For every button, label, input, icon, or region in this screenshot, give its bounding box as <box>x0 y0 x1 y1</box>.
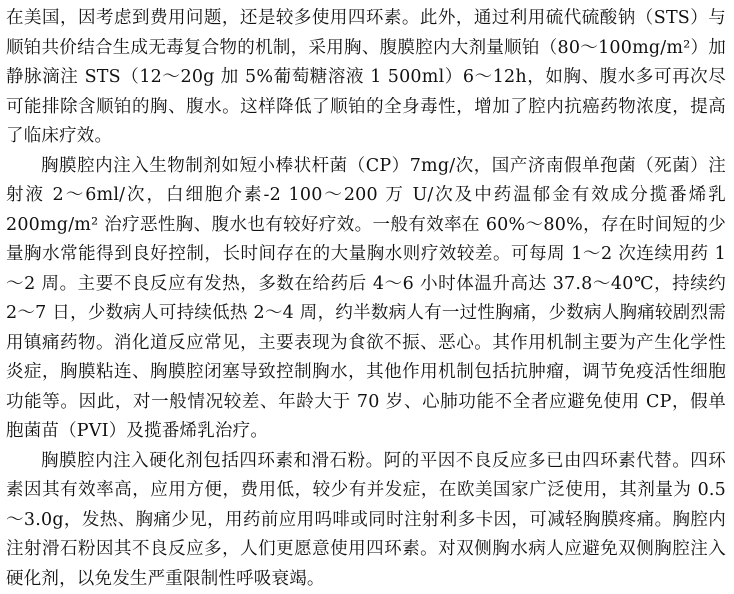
paragraph-biologic-agents: 胸膜腔内注入生物制剂如短小棒状杆菌（CP）7mg/次，国产济南假单孢菌（死菌）注射液 2～6ml/次，白细胞介素-2 100～200 万 U/次及中药温郁金有效成分揽番烯乳 200mg/m² 治疗恶性胸、腹水也有较好疗效。一般有效率在 60%～80%，存在时间短的少量胸水常能得到良好控制，长时间存在的大量胸水则疗效较差。可每周 1～2 次连续用药 1～2 周。主要不良反应有发热，多数在给药后 4～6 小时体温升高达 37.8～40℃，持续约 2～7 日，少数病人可持续低热 2～4 周，约半数病人有一过性胸痛，少数病人胸痛较剧烈需用镇痛药物。消化道反应常见，主要表现为食欲不振、恶心。其作用机制主要为产生化学性炎症，胸膜粘连、胸膜腔闭塞导致控制胸水，其他作用机制包括抗肿瘤，调节免疫活性细胞功能等。因此，对一般情况较差、年龄大于 70 岁、心肺功能不全者应避免使用 CP，假单胞菌苗（PVI）及揽番烯乳治疗。 <box>6 152 726 447</box>
paragraph-sts-cisplatin: 在美国，因考虑到费用问题，还是较多使用四环素。此外，通过利用硫代硫酸钠（STS）与顺铂共价结合生成无毒复合物的机制，采用胸、腹膜腔内大剂量顺铂（80～100mg/m²）加静脉滴注 STS（12～20g 加 5%葡萄糖溶液 1 500ml）6～12h，如胸、腹水多可再次尽可能排除含顺铂的胸、腹水。这样降低了顺铂的全身毒性，增加了腔内抗癌药物浓度，提高了临床疗效。 <box>6 4 726 152</box>
paragraph-sclerosing-agents: 胸膜腔内注入硬化剂包括四环素和滑石粉。阿的平因不良反应多已由四环素代替。四环素因其有效率高，应用方便，费用低，较少有并发症，在欧美国家广泛使用，其剂量为 0.5～3.0g，发热、胸痛少见，用药前应用吗啡或同时注射利多卡因，可减轻胸膜疼痛。胸腔内注射滑石粉因其不良反应多，人们更愿意使用四环素。对双侧胸水病人应避免双侧胸腔注入硬化剂，以免发生严重限制性呼吸衰竭。 <box>6 447 726 594</box>
